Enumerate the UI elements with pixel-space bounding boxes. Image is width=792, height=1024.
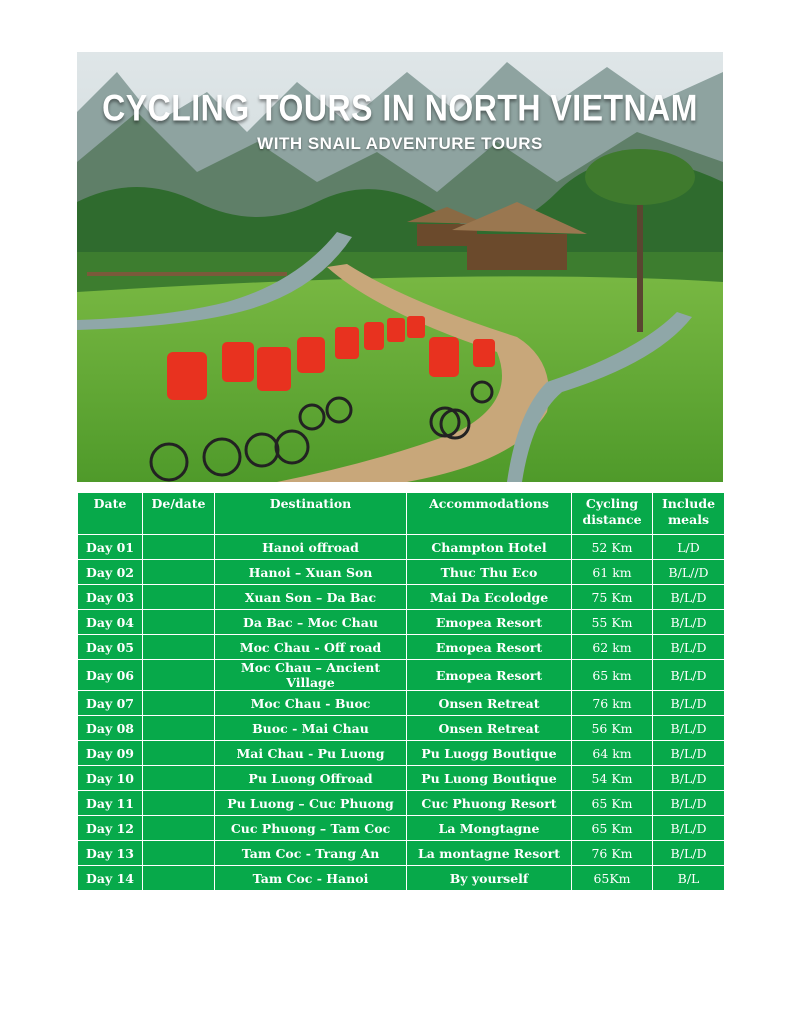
accommodation-cell: Mai Da Ecolodge	[407, 585, 572, 610]
dedate-cell	[143, 660, 215, 691]
accommodation-cell: Cuc Phuong Resort	[407, 791, 572, 816]
dedate-cell	[143, 560, 215, 585]
destination-cell: Hanoi – Xuan Son	[215, 560, 407, 585]
accommodation-cell: Onsen Retreat	[407, 716, 572, 741]
accommodation-cell: La Mongtagne	[407, 816, 572, 841]
day-cell: Day 06	[78, 660, 143, 691]
distance-cell: 65 Km	[572, 791, 653, 816]
dedate-cell	[143, 535, 215, 560]
accommodation-cell: Pu Luogg Boutique	[407, 741, 572, 766]
accommodation-cell: La montagne Resort	[407, 841, 572, 866]
dedate-cell	[143, 635, 215, 660]
day-cell: Day 02	[78, 560, 143, 585]
accommodation-cell: Pu Luong Boutique	[407, 766, 572, 791]
distance-cell: 61 km	[572, 560, 653, 585]
distance-cell: 65Km	[572, 866, 653, 891]
dedate-cell	[143, 791, 215, 816]
destination-cell: Tam Coc - Hanoi	[215, 866, 407, 891]
table-row	[78, 610, 725, 635]
accommodation-cell: Emopea Resort	[407, 610, 572, 635]
dedate-cell	[143, 816, 215, 841]
destination-cell: Moc Chau - Off road	[215, 635, 407, 660]
meals-cell: B/L/D	[653, 741, 725, 766]
banner-title: CYCLING TOURS IN NORTH VIETNAM	[102, 87, 698, 129]
accommodation-cell: By yourself	[407, 866, 572, 891]
accommodation-cell: Emopea Resort	[407, 635, 572, 660]
table-row	[78, 535, 725, 560]
accommodation-cell: Champton Hotel	[407, 535, 572, 560]
distance-cell: 76 Km	[572, 841, 653, 866]
itinerary-table	[77, 492, 725, 891]
distance-cell: 55 Km	[572, 610, 653, 635]
table-row	[78, 741, 725, 766]
meals-cell: B/L/D	[653, 716, 725, 741]
day-cell: Day 09	[78, 741, 143, 766]
destination-cell: Xuan Son – Da Bac	[215, 585, 407, 610]
table-row	[78, 866, 725, 891]
meals-cell: B/L/D	[653, 841, 725, 866]
dedate-cell	[143, 610, 215, 635]
accommodation-cell: Onsen Retreat	[407, 691, 572, 716]
table-row	[78, 560, 725, 585]
distance-cell: 76 km	[572, 691, 653, 716]
table-row	[78, 816, 725, 841]
meals-cell: B/L/D	[653, 816, 725, 841]
table-row	[78, 791, 725, 816]
dedate-cell	[143, 866, 215, 891]
day-cell: Day 12	[78, 816, 143, 841]
destination-cell: Cuc Phuong – Tam Coc	[215, 816, 407, 841]
destination-cell: Mai Chau - Pu Luong	[215, 741, 407, 766]
header-cycling-distance: Cycling distance	[572, 493, 653, 535]
header-destination: Destination	[215, 493, 407, 535]
distance-cell: 52 Km	[572, 535, 653, 560]
table-header-row	[78, 493, 725, 535]
distance-cell: 62 km	[572, 635, 653, 660]
day-cell: Day 03	[78, 585, 143, 610]
dedate-cell	[143, 691, 215, 716]
accommodation-cell: Thuc Thu Eco	[407, 560, 572, 585]
meals-cell: B/L/D	[653, 610, 725, 635]
dedate-cell	[143, 841, 215, 866]
destination-cell: Tam Coc - Trang An	[215, 841, 407, 866]
destination-cell: Moc Chau – Ancient Village	[215, 660, 407, 691]
dedate-cell	[143, 585, 215, 610]
hero-banner	[77, 52, 723, 482]
distance-cell: 56 Km	[572, 716, 653, 741]
day-cell: Day 11	[78, 791, 143, 816]
destination-cell: Pu Luong – Cuc Phuong	[215, 791, 407, 816]
table-row	[78, 660, 725, 691]
day-cell: Day 07	[78, 691, 143, 716]
day-cell: Day 14	[78, 866, 143, 891]
distance-cell: 54 Km	[572, 766, 653, 791]
meals-cell: B/L/D	[653, 691, 725, 716]
dedate-cell	[143, 741, 215, 766]
distance-cell: 65 km	[572, 660, 653, 691]
meals-cell: B/L	[653, 866, 725, 891]
meals-cell: B/L/D	[653, 635, 725, 660]
banner-subtitle: WITH SNAIL ADVENTURE TOURS	[257, 134, 543, 153]
destination-cell: Hanoi offroad	[215, 535, 407, 560]
header-include-meals: Include meals	[653, 493, 725, 535]
day-cell: Day 10	[78, 766, 143, 791]
meals-cell: L/D	[653, 535, 725, 560]
table-row	[78, 716, 725, 741]
meals-cell: B/L/D	[653, 791, 725, 816]
header-accommodations: Accommodations	[407, 493, 572, 535]
dedate-cell	[143, 716, 215, 741]
table-row	[78, 841, 725, 866]
meals-cell: B/L/D	[653, 585, 725, 610]
distance-cell: 75 Km	[572, 585, 653, 610]
destination-cell: Pu Luong Offroad	[215, 766, 407, 791]
table-row	[78, 585, 725, 610]
day-cell: Day 13	[78, 841, 143, 866]
header-date: Date	[78, 493, 143, 535]
table-row	[78, 691, 725, 716]
day-cell: Day 05	[78, 635, 143, 660]
day-cell: Day 08	[78, 716, 143, 741]
accommodation-cell: Emopea Resort	[407, 660, 572, 691]
meals-cell: B/L/D	[653, 660, 725, 691]
meals-cell: B/L/D	[653, 766, 725, 791]
day-cell: Day 04	[78, 610, 143, 635]
table-row	[78, 766, 725, 791]
header-dedate: De/date	[143, 493, 215, 535]
meals-cell: B/L//D	[653, 560, 725, 585]
table-row	[78, 635, 725, 660]
distance-cell: 64 km	[572, 741, 653, 766]
destination-cell: Moc Chau - Buoc	[215, 691, 407, 716]
day-cell: Day 01	[78, 535, 143, 560]
distance-cell: 65 Km	[572, 816, 653, 841]
destination-cell: Buoc - Mai Chau	[215, 716, 407, 741]
destination-cell: Da Bac – Moc Chau	[215, 610, 407, 635]
dedate-cell	[143, 766, 215, 791]
